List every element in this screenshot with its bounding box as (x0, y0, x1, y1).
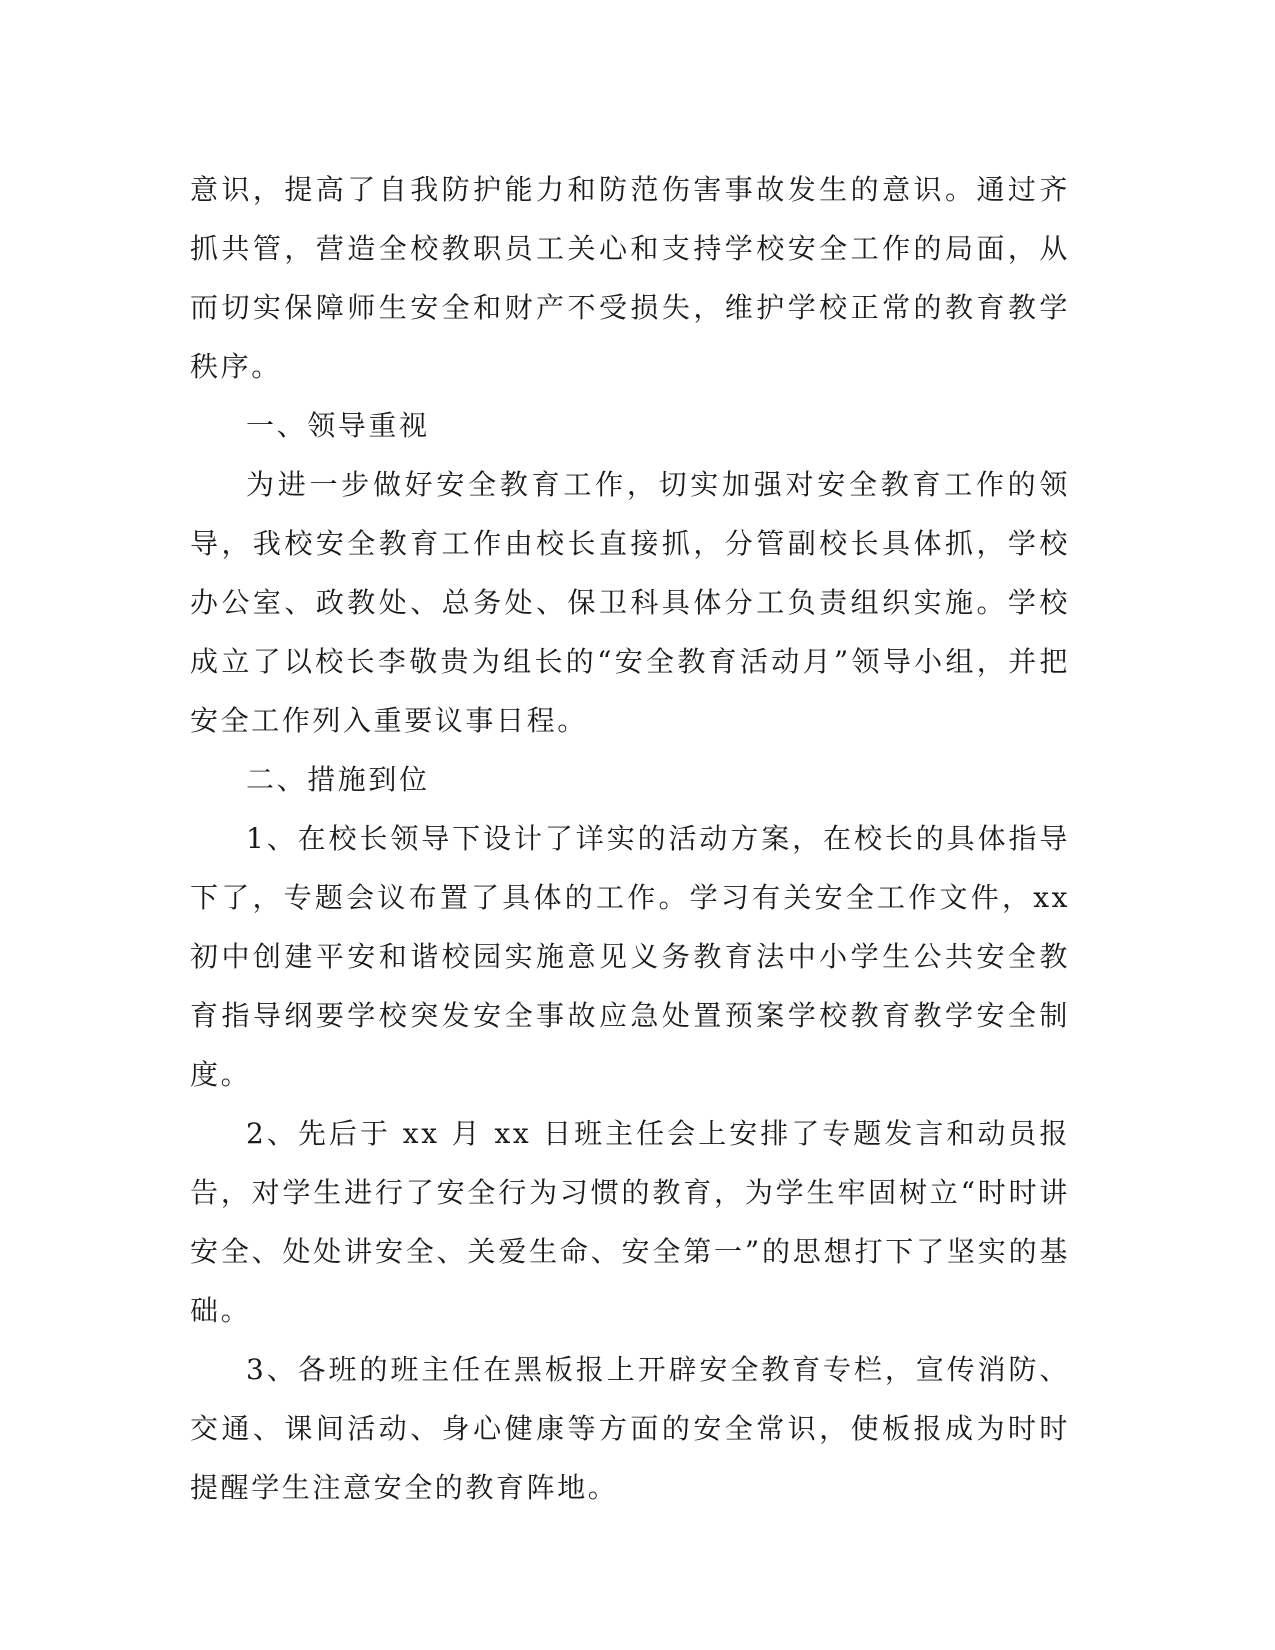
paragraph-continuation: 意识，提高了自我防护能力和防范伤害事故发生的意识。通过齐抓共管，营造全校教职员工关心和支持学校安全工作的局面，从而切实保障师生安全和财产不受损失，维护学校正常的教育教学秩序。 (190, 173, 1070, 383)
section-heading-leadership: 一、领导重视 (246, 409, 430, 442)
section-heading-measures: 二、措施到位 (246, 763, 430, 796)
document-body (190, 160, 1070, 1517)
paragraph-measure-2: 2、先后于 xx 月 xx 日班主任会上安排了专题发言和动员报告，对学生进行了安全行为习惯的教育，为学生牢固树立“时时讲安全、处处讲安全、关爱生命、安全第一”的思想打下了坚实的基础。 (190, 1117, 1070, 1327)
paragraph-measure-1: 1、在校长领导下设计了详实的活动方案，在校长的具体指导下了，专题会议布置了具体的工作。学习有关安全工作文件，xx 初中创建平安和谐校园实施意见义务教育法中小学生公共安全教育指导纲要学校突发安全事故应急处置预案学校教育教学安全制度。 (190, 822, 1070, 1091)
paragraph-measure-3: 3、各班的班主任在黑板报上开辟安全教育专栏，宣传消防、交通、课间活动、身心健康等方面的安全常识，使板报成为时时提醒学生注意安全的教育阵地。 (190, 1353, 1070, 1504)
paragraph-leadership: 为进一步做好安全教育工作，切实加强对安全教育工作的领导，我校安全教育工作由校长直接抓，分管副校长具体抓，学校办公室、政教处、总务处、保卫科具体分工负责组织实施。学校成立了以校长李敬贵为组长的“安全教育活动月”领导小组，并把安全工作列入重要议事日程。 (190, 468, 1070, 737)
